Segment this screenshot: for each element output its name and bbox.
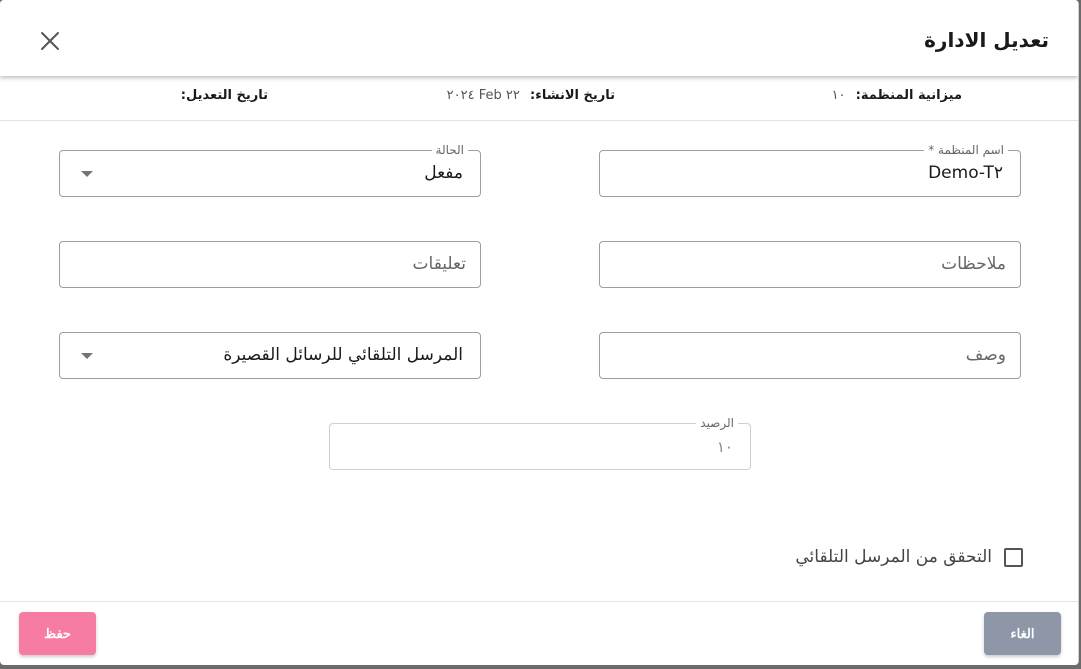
created-date-label: تاريخ الانشاء: <box>530 88 615 103</box>
balance-field <box>329 416 751 470</box>
description-field[interactable] <box>599 332 1021 379</box>
status-value: مفعل <box>424 163 463 183</box>
status-select[interactable] <box>59 143 481 197</box>
dropdown-arrow-icon <box>81 171 93 177</box>
org-budget-value: ١٠ <box>831 88 846 103</box>
save-button[interactable]: حفظ <box>19 612 96 655</box>
org-name-field[interactable] <box>599 143 1021 197</box>
created-date-info <box>447 88 615 103</box>
updated-date-label: تاريخ التعديل: <box>180 88 268 103</box>
dialog-footer <box>0 601 1078 665</box>
status-label: الحالة <box>432 142 468 158</box>
balance-label: الرصيد <box>696 415 738 431</box>
cancel-button[interactable]: الغاء <box>984 612 1061 655</box>
balance-value: ١٠ <box>716 438 733 456</box>
dropdown-arrow-icon <box>81 353 93 359</box>
comments-field[interactable] <box>59 241 481 288</box>
dialog-title: تعديل الادارة <box>924 28 1049 52</box>
verify-sender-checkbox[interactable] <box>1004 548 1023 567</box>
comments-placeholder: تعليقات <box>412 254 466 274</box>
org-budget-info <box>832 88 962 103</box>
org-name-label: اسم المنظمة * <box>924 142 1008 158</box>
notes-field[interactable] <box>599 241 1021 288</box>
info-row <box>0 76 1078 121</box>
org-budget-label: ميزانية المنظمة: <box>855 88 962 103</box>
org-name-value: Demo-T٢ <box>928 163 1003 183</box>
verify-sender-row[interactable] <box>795 547 1023 567</box>
description-placeholder: وصف <box>965 345 1006 365</box>
sms-sender-value: المرسل التلقائي للرسائل القصيرة <box>223 345 463 365</box>
verify-sender-label: التحقق من المرسل التلقائي <box>795 547 992 567</box>
sms-sender-select[interactable] <box>59 332 481 379</box>
created-date-value: ٢٢ Feb ٢٠٢٤ <box>446 88 520 103</box>
close-icon[interactable] <box>38 29 62 53</box>
updated-date-info <box>181 88 268 103</box>
dialog-header <box>0 0 1078 76</box>
notes-placeholder: ملاحظات <box>941 254 1006 274</box>
